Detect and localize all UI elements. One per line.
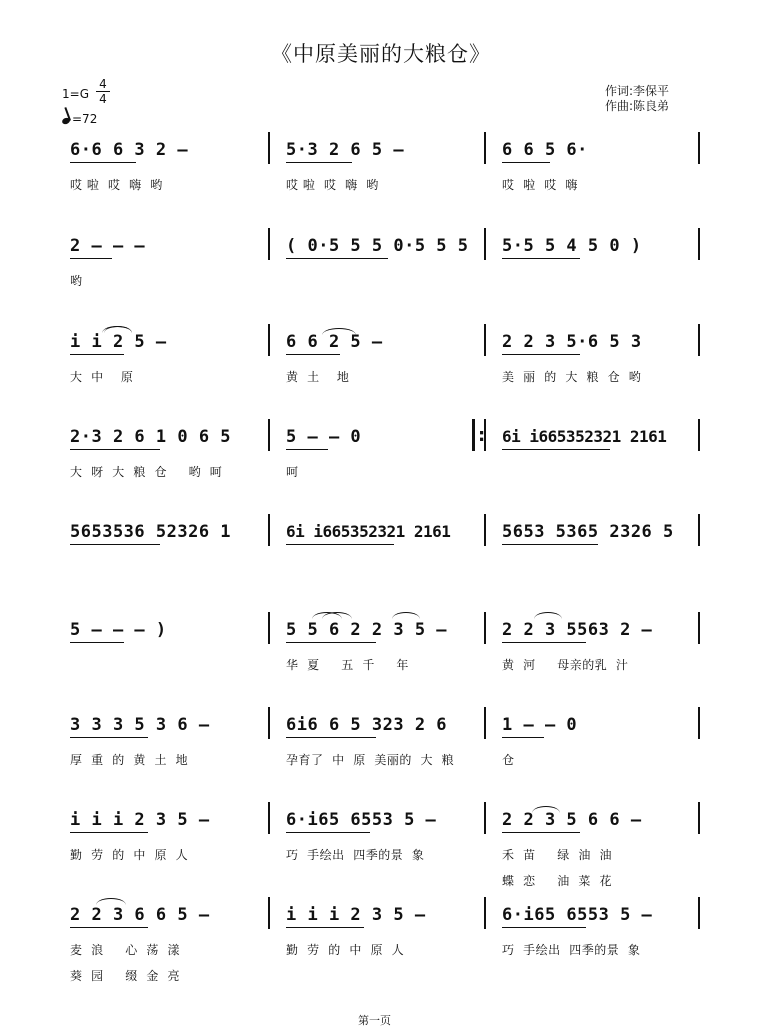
bar-line (698, 419, 700, 451)
lyric-line-verse2: 蝶 恋 油 菜 花 (502, 874, 612, 888)
bar-line (698, 612, 700, 644)
beam-line (286, 354, 340, 355)
lyric-line: 美 丽 的 大 粮 仓 哟 (502, 370, 642, 384)
slur-arc (392, 612, 420, 619)
note-row: 5·5 5 4 5 0 ) (502, 236, 642, 256)
bar-line (268, 897, 270, 929)
slur-arc (102, 326, 132, 333)
bar-line (698, 132, 700, 164)
note-row: 6i i665352321 2161 (286, 522, 451, 541)
note-row: 6i i665352321 2161 (502, 427, 667, 446)
note-row: 2·3 2 6 1 0 6 5 (70, 427, 232, 447)
lyric-line: 仓 (502, 753, 515, 767)
lyric-line: 哟 (70, 274, 83, 288)
song-title: 《中原美丽的大粮仓》 (271, 42, 491, 66)
lyric-line: 巧 手绘出 四季的景 象 (286, 848, 425, 862)
note-row: 6 6 5 6· (502, 140, 588, 160)
bar-line (698, 228, 700, 260)
note-row: 5653536 52326 1 (70, 522, 232, 542)
bar-line (698, 324, 700, 356)
beam-line (502, 737, 544, 738)
bar-line (268, 802, 270, 834)
beam-line (70, 832, 148, 833)
bar-line (698, 897, 700, 929)
beam-line (286, 737, 376, 738)
bar-line (698, 802, 700, 834)
note-row: 2 2 3 5 6 6 – (502, 810, 642, 830)
time-top: 4 (99, 77, 107, 91)
beam-line (286, 832, 370, 833)
bar-line (484, 612, 486, 644)
tempo-marking (62, 112, 97, 126)
time-signature (96, 78, 110, 105)
lyric-line: 厚 重 的 黄 土 地 (70, 753, 189, 767)
bar-line (484, 897, 486, 929)
beam-line (286, 544, 394, 545)
tempo-value: =72 (72, 112, 98, 126)
note-row: i i i 2 3 5 – (286, 905, 426, 925)
note-row: ( 0·5 5 5 0·5 5 5 (286, 236, 469, 256)
beam-line (70, 258, 112, 259)
bar-line (268, 132, 270, 164)
note-row: 5·3 2 6 5 – (286, 140, 405, 160)
lyric-line: 哎 啦 哎 嗨 哟 (286, 178, 379, 192)
note-row: 2 2 3 5·6 5 3 (502, 332, 642, 352)
beam-line (286, 449, 328, 450)
beam-line (502, 927, 586, 928)
credits (605, 84, 669, 114)
lyric-line: 勤 劳 的 中 原 人 (286, 943, 405, 957)
bar-line (268, 612, 270, 644)
lyric-line: 哎 啦 哎 嗨 (502, 178, 578, 192)
lyric-line: 孕育了 中 原 美丽的 大 粮 (286, 753, 455, 767)
bar-line (484, 324, 486, 356)
beam-line (502, 544, 598, 545)
bar-line (268, 228, 270, 260)
note-row: 3 3 3 5 3 6 – (70, 715, 210, 735)
bar-line (268, 324, 270, 356)
lyric-line: 勤 劳 的 中 原 人 (70, 848, 189, 862)
slur-arc (312, 612, 342, 619)
note-row: 6i6 6 5 323 2 6 (286, 715, 448, 735)
note-row: 5 – – 0 (286, 427, 362, 447)
lyric-line: 巧 手绘出 四季的景 象 (502, 943, 641, 957)
lyric-line: 麦 浪 心 荡 漾 (70, 943, 180, 957)
repeat-dots: : (478, 425, 486, 446)
quarter-note-icon (61, 117, 71, 125)
note-row: i i i 2 3 5 – (70, 810, 210, 830)
bar-line (484, 132, 486, 164)
beam-line (70, 642, 124, 643)
lyricist: 作词:李保平 (605, 84, 670, 98)
note-row: i i 2 5 – (70, 332, 167, 352)
bar-line (268, 707, 270, 739)
note-row: 1 – – 0 (502, 715, 578, 735)
note-row: 6 6 2 5 – (286, 332, 383, 352)
composer: 作曲:陈良弟 (605, 99, 670, 113)
bar-line (698, 707, 700, 739)
beam-line (70, 544, 160, 545)
beam-line (286, 162, 352, 163)
time-bottom: 4 (99, 92, 107, 106)
beam-line (286, 258, 388, 259)
beam-line (502, 258, 580, 259)
repeat-bar-thick (472, 419, 475, 451)
bar-line (268, 514, 270, 546)
lyric-line: 大 中 原 (70, 370, 134, 384)
beam-line (286, 927, 364, 928)
beam-line (502, 354, 580, 355)
bar-line (484, 228, 486, 260)
note-row: 5 5 6 2 2 3 5 – (286, 620, 448, 640)
lyric-line: 呵 (286, 465, 299, 479)
note-row: 2 2 3 5563 2 – (502, 620, 653, 640)
note-row: 5 – – – ) (70, 620, 167, 640)
beam-line (70, 927, 148, 928)
slur-arc (322, 328, 356, 335)
lyric-line: 大 呀 大 粮 仓 哟 呵 (70, 465, 223, 479)
note-row: 2 2 3 6 6 5 – (70, 905, 210, 925)
beam-line (502, 832, 580, 833)
note-row: 2 – – – (70, 236, 146, 256)
bar-line (698, 514, 700, 546)
lyric-line: 禾 苗 绿 油 油 (502, 848, 612, 862)
slur-arc (532, 806, 560, 813)
lyric-line: 华 夏 五 千 年 (286, 658, 409, 672)
beam-line (70, 449, 160, 450)
bar-line (268, 419, 270, 451)
beam-line (502, 449, 610, 450)
lyric-line-verse2: 葵 园 缀 金 亮 (70, 969, 180, 983)
beam-line (70, 354, 124, 355)
beam-line (70, 737, 148, 738)
note-row: 6·i65 6553 5 – (502, 905, 653, 925)
bar-line (484, 802, 486, 834)
note-row: 6·i65 6553 5 – (286, 810, 437, 830)
beam-line (286, 642, 376, 643)
slur-arc (96, 898, 126, 905)
slur-arc (534, 612, 562, 619)
lyric-line: 哎 啦 哎 嗨 哟 (70, 178, 163, 192)
lyric-line: 黄 河 母亲的乳 汁 (502, 658, 629, 672)
lyric-line: 黄 土 地 (286, 370, 350, 384)
bar-line (484, 707, 486, 739)
bar-line (484, 514, 486, 546)
beam-line (502, 162, 550, 163)
note-row: 5653 5365 2326 5 (502, 522, 674, 542)
beam-line (502, 642, 586, 643)
key-signature: 1=G (62, 87, 89, 101)
beam-line (70, 162, 136, 163)
note-row: 6·6 6 3 2 – (70, 140, 189, 160)
page-footer: 第一页 (358, 1014, 391, 1027)
